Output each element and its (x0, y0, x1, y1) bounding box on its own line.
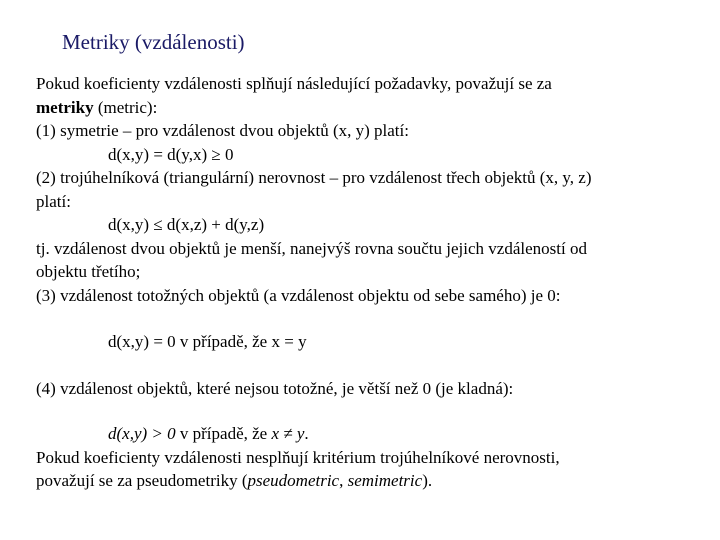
formula-positivity-end: . (304, 424, 309, 443)
text-metric: (metric): (93, 97, 158, 117)
formula-triangle: d(x,y) ≤ d(x,z) + d(y,z) (108, 215, 265, 234)
formula-symmetry: d(x,y) = d(y,x) ≥ 0 (108, 144, 234, 164)
slide-body (36, 72, 716, 493)
text-line-metriky (36, 96, 716, 120)
formula-positivity-mid: v případě, že (175, 424, 272, 443)
text-pseudometriky: považují se za pseudometriky ( (36, 471, 248, 490)
text-line-intro: Pokud koeficienty vzdálenosti splňují následující požadavky, považují se za (36, 74, 552, 93)
text-line-explanation: tj. vzdálenost dvou objektů je menší, nanejvýš rovna součtu jejich vzdáleností od (36, 238, 587, 258)
text-close: ). (422, 471, 433, 490)
term-pseudometric: pseudometric (247, 471, 340, 490)
text-line-pseudometric-terms (36, 469, 716, 493)
slide-title: Metriky (vzdálenosti) (62, 30, 245, 54)
text-comma: , (339, 471, 348, 490)
term-semimetric: semimetric (347, 471, 423, 490)
text-line-triangle: (2) trojúhelníková (triangulární) nerovnost – pro vzdálenost třech objektů (x, y, z) (36, 168, 592, 187)
term-metriky: metriky (36, 97, 94, 117)
formula-positivity (36, 422, 716, 446)
formula-positivity-cond: x ≠ y (271, 424, 305, 443)
text-line-positivity: (4) vzdálenost objektů, které nejsou totožné, je větší než 0 (je kladná): (36, 378, 514, 398)
text-line-third-object: objektu třetího; (36, 262, 141, 281)
formula-identity: d(x,y) = 0 v případě, že x = y (108, 332, 307, 351)
text-line-identity: (3) vzdálenost totožných objektů (a vzdálenost objektu od sebe samého) je 0: (36, 285, 561, 305)
text-line-symmetry: (1) symetrie – pro vzdálenost dvou objektů (x, y) platí: (36, 121, 409, 140)
text-line-pseudometric: Pokud koeficienty vzdálenosti nesplňují kritérium trojúhelníkové nerovnosti, (36, 447, 560, 467)
formula-positivity-left: d(x,y) > 0 (108, 424, 176, 443)
text-line-plati: platí: (36, 191, 71, 211)
